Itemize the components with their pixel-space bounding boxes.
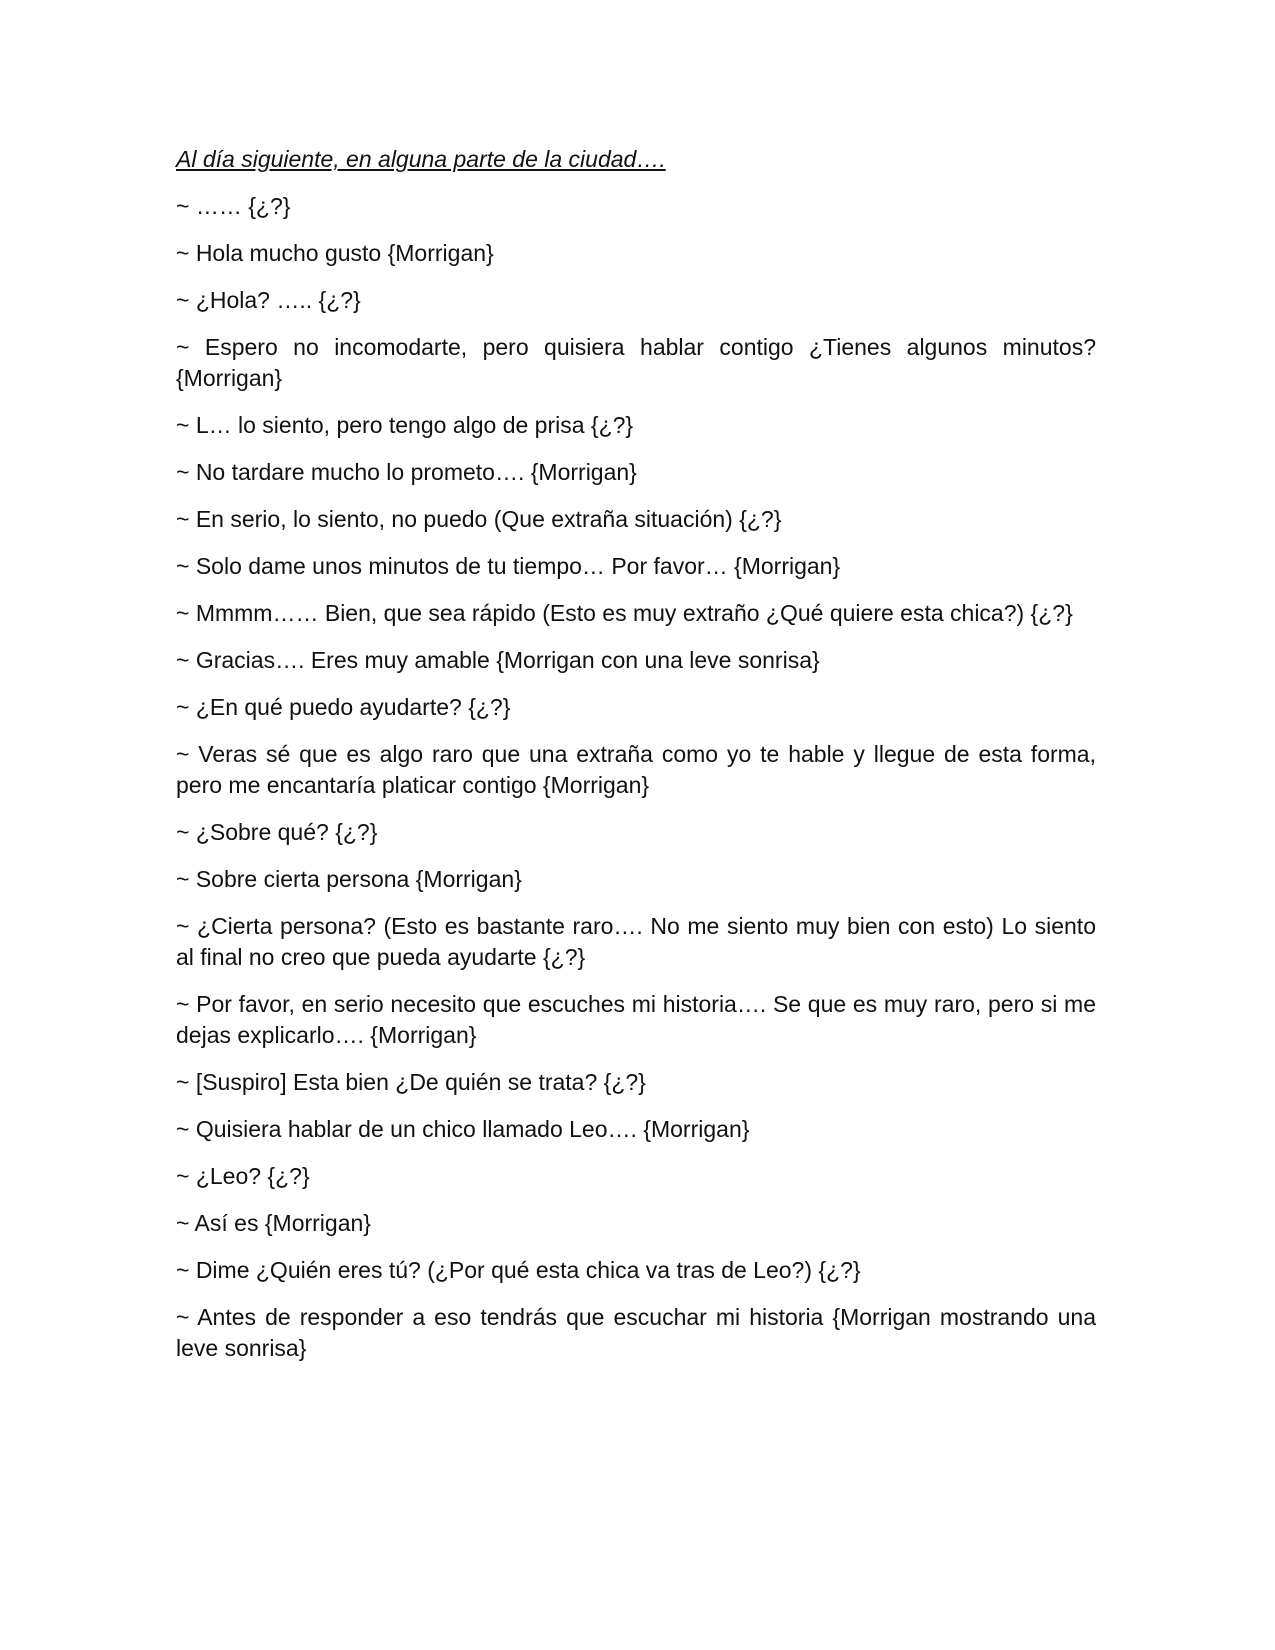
dialogue-line: ~ Por favor, en serio necesito que escuches mi historia…. Se que es muy raro, pero si me dejas explicarlo…. {Morrigan} bbox=[176, 991, 1096, 1048]
dialogue-line: ~ Mmmm…… Bien, que sea rápido (Esto es muy extraño ¿Qué quiere esta chica?) {¿?} bbox=[176, 600, 1073, 626]
dialogue-line: ~ Espero no incomodarte, pero quisiera hablar contigo ¿Tienes algunos minutos? {Morrigan} bbox=[176, 334, 1096, 391]
dialogue-line: ~ L… lo siento, pero tengo algo de prisa {¿?} bbox=[176, 412, 634, 438]
dialogue-line: ~ …… {¿?} bbox=[176, 193, 291, 219]
dialogue-line: ~ ¿Hola? ….. {¿?} bbox=[176, 287, 361, 313]
dialogue-list bbox=[176, 191, 1096, 1364]
scene-heading: Al día siguiente, en alguna parte de la ciudad…. bbox=[176, 146, 666, 172]
dialogue-line: ~ En serio, lo siento, no puedo (Que extraña situación) {¿?} bbox=[176, 506, 782, 532]
dialogue-line: ~ Así es {Morrigan} bbox=[176, 1210, 371, 1236]
dialogue-line: ~ ¿Sobre qué? {¿?} bbox=[176, 819, 378, 845]
dialogue-line: ~ No tardare mucho lo prometo…. {Morrigan} bbox=[176, 459, 637, 485]
dialogue-line: ~ [Suspiro] Esta bien ¿De quién se trata? {¿?} bbox=[176, 1069, 646, 1095]
dialogue-line: ~ ¿En qué puedo ayudarte? {¿?} bbox=[176, 694, 511, 720]
dialogue-line: ~ Veras sé que es algo raro que una extraña como yo te hable y llegue de esta forma, pero me encantaría platicar contigo {Morrigan} bbox=[176, 741, 1096, 798]
dialogue-line: ~ Dime ¿Quién eres tú? (¿Por qué esta chica va tras de Leo?) {¿?} bbox=[176, 1257, 861, 1283]
dialogue-line: ~ Gracias…. Eres muy amable {Morrigan con una leve sonrisa} bbox=[176, 647, 820, 673]
dialogue-line: ~ Antes de responder a eso tendrás que escuchar mi historia {Morrigan mostrando una leve sonrisa} bbox=[176, 1304, 1096, 1361]
dialogue-line: ~ Hola mucho gusto {Morrigan} bbox=[176, 240, 494, 266]
dialogue-line: ~ Solo dame unos minutos de tu tiempo… Por favor… {Morrigan} bbox=[176, 553, 841, 579]
dialogue-line: ~ ¿Leo? {¿?} bbox=[176, 1163, 310, 1189]
dialogue-line: ~ Quisiera hablar de un chico llamado Leo…. {Morrigan} bbox=[176, 1116, 750, 1142]
dialogue-line: ~ Sobre cierta persona {Morrigan} bbox=[176, 866, 522, 892]
dialogue-line: ~ ¿Cierta persona? (Esto es bastante raro…. No me siento muy bien con esto) Lo siento al final no creo que pueda ayudarte {¿?} bbox=[176, 913, 1096, 970]
document-page bbox=[176, 144, 1096, 1380]
